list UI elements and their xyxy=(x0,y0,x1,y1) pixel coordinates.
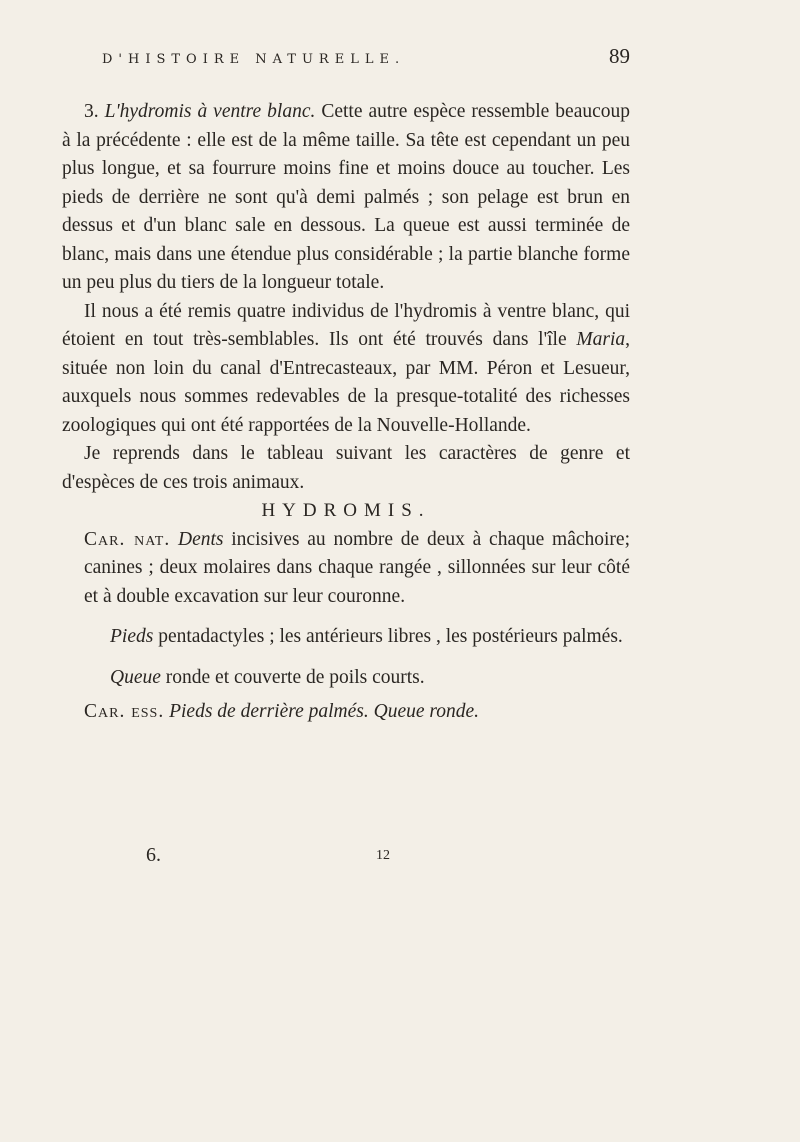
species-number: 3. xyxy=(84,101,99,122)
car-nat-label: Car. nat. xyxy=(84,528,171,550)
running-title: D'HISTOIRE NATURELLE. xyxy=(102,52,406,67)
body-text xyxy=(62,98,630,739)
pieds-text: pentadactyles ; les antérieurs libres , les postérieurs palmés. xyxy=(153,626,623,647)
car-ess-text: Pieds de derrière palmés. Queue ronde. xyxy=(169,701,480,722)
signature-left: 6. xyxy=(146,844,161,866)
queue-text: ronde et couverte de poils courts. xyxy=(160,666,425,688)
species-description: Cette autre espèce ressemble beaucoup à la précédente : elle est de la même taille. Sa tête est cependant un peu plus longue, et sa fourrure moins fine et moins douce au toucher. Les pieds de derrière ne sont qu'à demi palmés ; son pelage est brun en dessus et d'un blanc sale en dessous. La queue est aussi terminée de blanc, mais dans une étendue plus considérable ; la partie blanche forme un peu plus du tiers de la longueur totale. xyxy=(62,101,630,293)
place-name-maria: Maria xyxy=(576,329,626,350)
car-ess-label: Car. ess. xyxy=(84,701,165,722)
term-pieds: Pieds xyxy=(110,626,154,647)
car-ess-entry xyxy=(62,698,630,727)
term-dents: Dents xyxy=(177,528,224,550)
section-heading: HYDROMIS. xyxy=(261,500,431,521)
dents-text: incisives au nombre de deux à chaque mâchoire; canines ; deux molaires dans chaque rangée , sillonnées sur leur côté et à double excavation sur leur couronne. xyxy=(84,528,631,607)
paragraph-hydromis-ventre-blanc xyxy=(62,98,630,298)
term-queue: Queue xyxy=(110,666,161,688)
running-head xyxy=(62,44,630,69)
specimens-text-after: , située non loin du canal d'Entrecasteaux, par MM. Péron et Lesueur, auxquels nous sommes redevables de la presque-totalité des richesses zoologiques qui ont été rapportées de la Nouvelle-Hollande. xyxy=(62,329,630,436)
paragraph-tableau: Je reprends dans le tableau suivant les caractères de genre et d'espèces de ces trois animaux. xyxy=(62,443,630,493)
paragraph-specimens xyxy=(62,298,630,441)
car-nat-entry xyxy=(62,526,630,612)
queue-entry xyxy=(62,664,630,693)
signature-right: 12 xyxy=(376,848,390,863)
page-number: 89 xyxy=(609,44,630,68)
pieds-entry xyxy=(62,623,630,652)
specimens-text-before: Il nous a été remis quatre individus de l'hydromis à ventre blanc, qui étoient en tout très-semblables. Ils ont été trouvés dans l'île xyxy=(62,300,630,350)
species-title: L'hydromis à ventre blanc. xyxy=(104,101,316,122)
